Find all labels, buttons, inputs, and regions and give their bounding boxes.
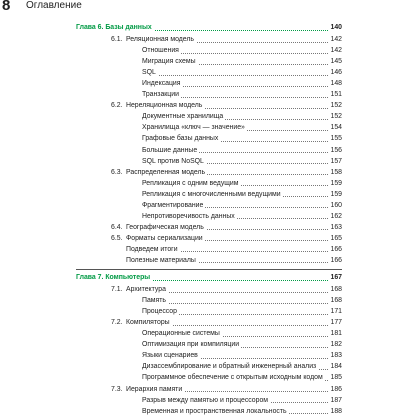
entry-title: Непротиворечивость данных [142, 212, 235, 220]
toc-chapter-entry[interactable] [0, 272, 420, 283]
page-ref: 186 [330, 385, 342, 393]
page-ref: 148 [330, 80, 342, 88]
page-ref: 182 [330, 341, 342, 349]
page-ref: 142 [330, 47, 342, 55]
page-ref: 160 [330, 201, 342, 209]
entry-title: Полезные материалы [126, 256, 196, 264]
section-number: 6.5. [111, 234, 123, 242]
toc-entry[interactable] [0, 306, 420, 317]
entry-title: Репликация с одним ведущим [142, 179, 239, 187]
section-number: 6.4. [111, 223, 123, 231]
entry-title: Нереляционная модель [126, 102, 203, 110]
toc-entry[interactable] [0, 100, 420, 111]
toc-entry[interactable] [0, 167, 420, 178]
page-ref: 165 [330, 234, 342, 242]
toc-entry[interactable] [0, 200, 420, 211]
toc-entry[interactable] [0, 384, 420, 395]
page-ref: 151 [330, 91, 342, 99]
entry-title: Распределенная модель [126, 168, 206, 176]
toc-entry[interactable] [0, 233, 420, 244]
page-ref: 159 [330, 179, 342, 187]
entry-title: Архитектура [126, 286, 166, 294]
page-number: 8 [2, 0, 11, 14]
entry-title: Отношения [142, 47, 179, 55]
page-ref: 187 [330, 396, 342, 404]
entry-title: Форматы сериализации [126, 234, 203, 242]
page-ref: 166 [330, 245, 342, 253]
page-ref: 166 [330, 256, 342, 264]
entry-title: Процессор [142, 308, 177, 316]
toc-entry[interactable] [0, 89, 420, 100]
entry-title: Программное обеспечение с открытым исходным кодом [142, 374, 323, 382]
toc-entry[interactable] [0, 244, 420, 255]
page-ref: 185 [330, 374, 342, 382]
toc-entry[interactable] [0, 45, 420, 56]
toc-entry[interactable] [0, 317, 420, 328]
entry-title: Индексация [142, 80, 181, 88]
page-ref: 140 [330, 24, 342, 31]
toc-entry[interactable] [0, 56, 420, 67]
page-ref: 162 [330, 212, 342, 220]
page-ref: 152 [330, 113, 342, 121]
toc-entry[interactable] [0, 339, 420, 350]
toc-entry[interactable] [0, 350, 420, 361]
entry-title: Иерархия памяти [126, 385, 183, 393]
page-ref: 163 [330, 223, 342, 231]
entry-title: Глава 6. Базы данных [76, 24, 152, 31]
entry-title: SQL [142, 69, 156, 77]
page-ref: 167 [330, 274, 342, 282]
toc-entry[interactable] [0, 145, 420, 156]
entry-title: Большие данные [142, 146, 198, 154]
leader-dots [146, 75, 340, 76]
page-ref: 156 [330, 146, 342, 154]
toc-entry[interactable] [0, 133, 420, 144]
page-ref: 177 [330, 319, 342, 327]
section-number: 7.1. [111, 286, 123, 294]
page-ref: 152 [330, 102, 342, 110]
entry-title: Транзакции [142, 91, 179, 99]
table-of-contents [0, 22, 420, 417]
section-number: 7.2. [111, 319, 123, 327]
page-ref: 188 [330, 407, 342, 415]
page-ref: 145 [330, 58, 342, 66]
page-ref: 183 [330, 352, 342, 360]
entry-title: Фрагментирование [142, 201, 204, 209]
toc-entry[interactable] [0, 122, 420, 133]
entry-title: Подведем итоги [126, 245, 178, 253]
entry-title: Реляционная модель [126, 36, 195, 44]
toc-entry[interactable] [0, 211, 420, 222]
toc-entry[interactable] [0, 156, 420, 167]
toc-entry[interactable] [0, 406, 420, 417]
page-ref: 184 [330, 363, 342, 371]
toc-entry[interactable] [0, 372, 420, 383]
entry-title: Компиляторы [126, 319, 170, 327]
toc-entry[interactable] [0, 178, 420, 189]
page-ref: 171 [330, 308, 342, 316]
page-header [0, 0, 420, 14]
entry-title: Географическая модель [126, 223, 204, 231]
entry-title: Временная и пространственная локальность [142, 407, 287, 415]
entry-title: Оптимизация при компиляции [142, 341, 240, 349]
entry-title: Дизассемблирование и обратный инженерный анализ [142, 363, 317, 371]
entry-title: Репликация с многочисленными ведущими [142, 190, 281, 198]
entry-title: Документные хранилища [142, 113, 224, 121]
toc-entry[interactable] [0, 361, 420, 372]
leader-dots [146, 303, 340, 304]
page-ref: 142 [330, 36, 342, 44]
section-number: 6.3. [111, 168, 123, 176]
page-ref: 146 [330, 69, 342, 77]
toc-entry[interactable] [0, 34, 420, 45]
running-header-title: Оглавление [26, 0, 82, 11]
page-ref: 158 [330, 168, 342, 176]
toc-chapter-entry[interactable] [0, 22, 420, 33]
section-number: 7.3. [111, 385, 123, 393]
page-ref: 181 [330, 330, 342, 338]
page-ref: 155 [330, 135, 342, 143]
toc-entry[interactable] [0, 295, 420, 306]
entry-title: Графовые базы данных [142, 135, 219, 143]
entry-title: Глава 7. Компьютеры [76, 274, 151, 282]
entry-title: Миграция схемы [142, 58, 196, 66]
toc-entry[interactable] [0, 222, 420, 233]
toc-entry[interactable] [0, 255, 420, 266]
toc-entry[interactable] [0, 395, 420, 406]
page-ref: 154 [330, 124, 342, 132]
section-number: 6.2. [111, 102, 123, 110]
chapter-separator [76, 269, 342, 270]
section-number: 6.1. [111, 36, 123, 44]
entry-title: SQL против NoSQL [142, 157, 204, 165]
toc-entry[interactable] [0, 328, 420, 339]
toc-entry[interactable] [0, 189, 420, 200]
entry-title: Память [142, 297, 166, 305]
page-ref: 168 [330, 297, 342, 305]
page-ref: 168 [330, 286, 342, 294]
entry-title: Языки сценариев [142, 352, 198, 360]
entry-title: Хранилища «ключ — значение» [142, 124, 245, 132]
toc-entry[interactable] [0, 284, 420, 295]
toc-entry[interactable] [0, 67, 420, 78]
entry-title: Операционные системы [142, 330, 220, 338]
page-ref: 159 [330, 190, 342, 198]
page-ref: 157 [330, 157, 342, 165]
toc-entry[interactable] [0, 111, 420, 122]
entry-title: Разрыв между памятью и процессором [142, 396, 269, 404]
toc-entry[interactable] [0, 78, 420, 89]
